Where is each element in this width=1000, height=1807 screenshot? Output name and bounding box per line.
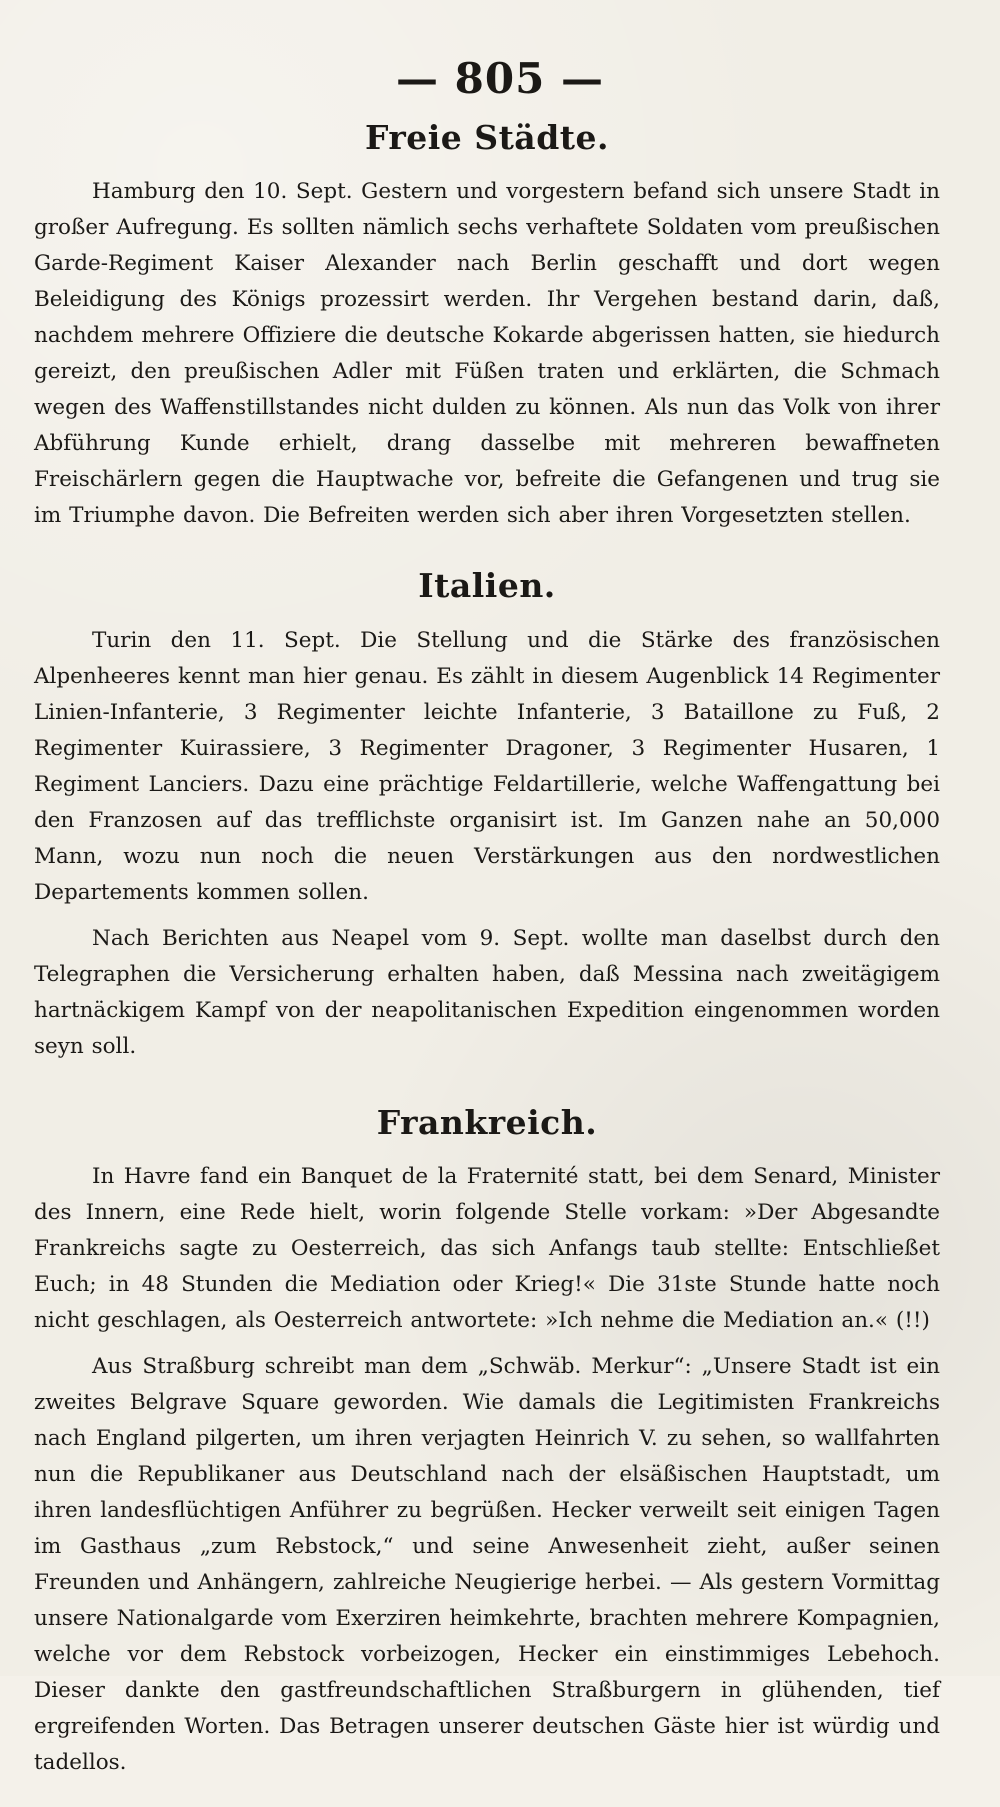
page-number-header: — 805 — bbox=[396, 54, 604, 103]
article-hamburg: Hamburg den 10. Sept. Gestern und vorgestern befand sich unsere Stadt in großer Aufregung. Es sollten nämlich sechs verhaftete Soldaten vom preußischen Garde-Regiment Kaiser Alexander nach Berlin geschafft und dort wegen Beleidigung des Königs prozessirt werden. Ihr Vergehen bestand darin, daß, nachdem mehrere Offiziere die deutsche Kokarde abgerissen hatten, sie hiedurch gereizt, den preußischen Adler mit Füßen traten und erklärten, die Schmach wegen des Waffenstillstandes nicht dulden zu können. Als nun das Volk von ihrer Abführung Kunde erhielt, drang dasselbe mit mehreren bewaffneten Freischärlern gegen die Hauptwache vor, befreite die Gefangenen und trug sie im Triumphe davon. Die Befreiten werden sich aber ihren Vorgesetzten stellen. bbox=[34, 179, 940, 529]
article-havre: In Havre fand ein Banquet de la Fraternité statt, bei dem Senard, Minister des Innern, eine Rede hielt, worin folgende Stelle vorkam: »Der Abgesandte Frankreichs sagte zu Oesterreich, das sich Anfangs taub stellte: Entschließet Euch; in 48 Stunden die Mediation oder Krieg!« Die 31ste Stunde hatte noch nicht geschlagen, als Oesterreich antwortete: »Ich nehme die Mediation an.« (!!) bbox=[34, 1163, 940, 1333]
article-neapel: Nach Berichten aus Neapel vom 9. Sept. wollte man daselbst durch den Telegraphen die Versicherung erhalten haben, daß Messina nach zweitägigem hartnäckigem Kampf von der neapolitanischen Expedition eingenommen worden seyn soll. bbox=[34, 925, 940, 1059]
article-column bbox=[34, 104, 940, 1807]
article-turin: Turin den 11. Sept. Die Stellung und die Stärke des französischen Alpenheeres kennt man hier genau. Es zählt in diesem Augenblick 14 Regimenter Linien-Infanterie, 3 Regimenter leichte Infanterie, 3 Bataillone zu Fuß, 2 Regimenter Kuirassiere, 3 Regimenter Dragoner, 3 Regimenter Husaren, 1 Regiment Lanciers. Dazu eine prächtige Feldartillerie, welche Waffengattung bei den Franzosen auf das trefflichste organisirt ist. Im Ganzen nahe an 50,000 Mann, wozu nun noch die neuen Verstärkungen aus den nordwestlichen Departements kommen sollen. bbox=[34, 627, 940, 905]
bottom-spacing bbox=[34, 1799, 940, 1807]
article-strassburg: Aus Straßburg schreibt man dem „Schwäb. Merkur“: „Unsere Stadt ist ein zweites Belgrave Square geworden. Wie damals die Legitimisten Frankreichs nach England pilgerten, um ihren verjagten Heinrich V. zu sehen, so wallfahrten nun die Republikaner aus Deutschland nach der elsäßischen Hauptstadt, um ihren landesflüchtigen Anführer zu begrüßen. Hecker verweilt seit einigen Tagen im Gasthaus „zum Rebstock,“ und seine Anwesenheit zieht, außer seinen Freunden und Anhängern, zahlreiche Neugierige herbei. — Als gestern Vormittag unsere Nationalgarde vom Exerziren heimkehrte, brachten mehrere Kompagnien, welche vor dem Rebstock vorbeizogen, Hecker ein einstimmiges Lebehoch. Dieser dankte den gastfreundschaftlichen Straßburgern in glühenden, tief ergreifenden Worten. Das Betragen unserer deutschen Gäste hier ist würdig und tadellos. bbox=[34, 1353, 940, 1775]
section-title-frankreich: Frankreich. bbox=[376, 1102, 598, 1142]
section-title-italien: Italien. bbox=[418, 566, 556, 606]
section-title-freie-staedte: Freie Städte. bbox=[364, 118, 609, 157]
